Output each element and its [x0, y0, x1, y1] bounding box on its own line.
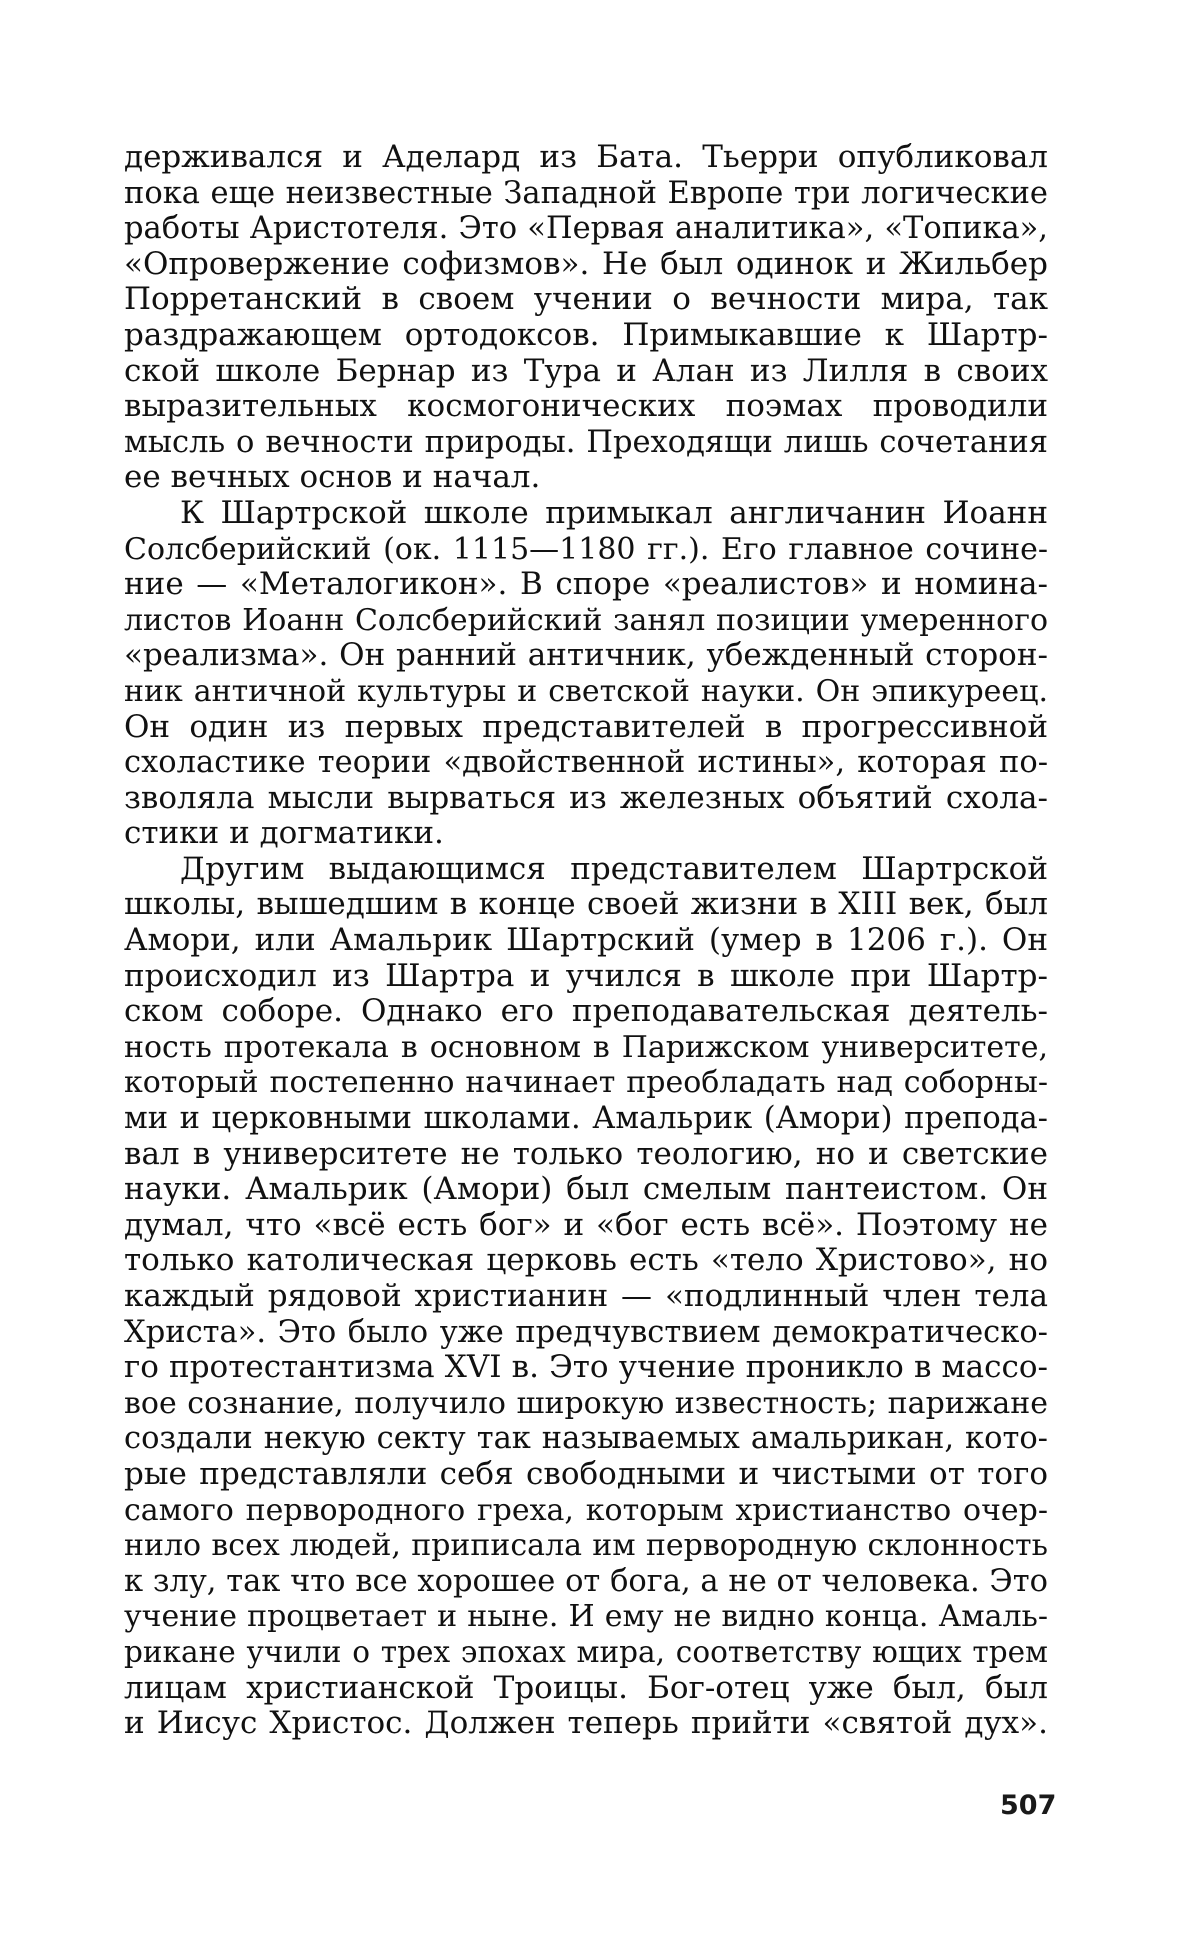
text-line: стики и догматики.: [124, 816, 444, 852]
page-number: 507: [1000, 1790, 1057, 1821]
text-line: Амори, или Амальрик Шартрский (умер в 1206 г.). Он: [124, 923, 1048, 959]
paragraph: [124, 852, 1048, 1742]
paragraph: [124, 140, 1048, 496]
text-line: ность протекала в основном в Парижском университете,: [124, 1029, 1048, 1065]
text-line: зволяла мысли вырваться из железных объятий схола-: [124, 780, 1048, 816]
text-line: мысль о вечности природы. Преходящи лишь сочетания: [124, 424, 1048, 460]
text-line: схоластике теории «двойственной истины», которая по-: [124, 745, 1048, 781]
text-line: каждый рядовой христианин — «подлинный член тела: [124, 1279, 1048, 1314]
text-line: ние — «Металогикон». В споре «реалистов» и номина-: [124, 567, 1048, 603]
text-line: только католическая церковь есть «тело Христово», но: [124, 1243, 1048, 1279]
body-text: [124, 140, 1048, 1742]
text-line: Солсберийский (ок. 1115—1180 гг.). Его главное сочине-: [124, 531, 1048, 567]
text-line: происходил из Шартра и учился в школе при Шартр-: [124, 958, 1048, 994]
text-line: школы, вышедшим в конце своей жизни в XIII век, был: [124, 887, 1048, 923]
text-line: который постепенно начинает преобладать над соборны-: [124, 1065, 1048, 1101]
text-line: рые представляли себя свободными и чистыми от того: [124, 1456, 1048, 1492]
text-line: Он один из первых представителей в прогрессивной: [124, 709, 1048, 745]
paragraph: [124, 496, 1048, 852]
text-line: Христа». Это было уже предчувствием демократическо-: [124, 1314, 1048, 1350]
text-line: учение процветает и ныне. И ему не видно конца. Амаль-: [124, 1599, 1048, 1635]
text-line: держивался и Аделард из Бата. Тьерри опубликовал: [124, 140, 1048, 175]
text-line: к злу, так что все хорошее от бога, а не от человека. Это: [124, 1563, 1048, 1599]
text-line: и Иисус Христос. Должен теперь прийти «святой дух».: [124, 1706, 1048, 1742]
text-line: науки. Амальрик (Амори) был смелым пантеистом. Он: [124, 1172, 1048, 1208]
text-line: «реализма». Он ранний античник, убежденный сторон-: [124, 638, 1048, 674]
text-line: «Опровержение софизмов». Не был одинок и Жильбер: [124, 246, 1048, 282]
text-line: ник античной культуры и светской науки. Он эпикуреец.: [124, 673, 1048, 709]
text-line: Порретанский в своем учении о вечности мира, так: [124, 282, 1048, 318]
text-line: работы Аристотеля. Это «Первая аналитика», «Топика»,: [124, 211, 1048, 247]
text-line: ском соборе. Однако его преподавательская деятель-: [124, 994, 1048, 1030]
text-line: ской школе Бернар из Тура и Алан из Лилля в своих: [124, 353, 1048, 389]
text-line: рикане учили о трех эпохах мира, соответству ющих трем: [124, 1634, 1048, 1669]
text-line: создали некую секту так называемых амальрикан, кото-: [124, 1421, 1048, 1457]
text-line: К Шартрской школе примыкал англичанин Иоанн: [180, 495, 1048, 531]
text-line: ми и церковными школами. Амальрик (Амори) препода-: [124, 1101, 1048, 1137]
text-line: листов Иоанн Солсберийский занял позиции умеренного: [124, 602, 1048, 638]
text-line: Другим выдающимся представителем Шартрской: [180, 851, 1048, 887]
text-line: ее вечных основ и начал.: [124, 460, 541, 496]
text-line: нило всех людей, приписала им первородную склонность: [124, 1528, 1048, 1564]
text-line: вал в университете не только теологию, но и светские: [124, 1136, 1048, 1172]
text-line: пока еще неизвестные Западной Европе три логические: [124, 175, 1048, 211]
text-line: лицам христианской Троицы. Бог-отец уже был, был: [124, 1670, 1048, 1706]
text-line: вое сознание, получило широкую известность; парижане: [124, 1385, 1048, 1421]
text-line: самого первородного греха, которым христианство очер-: [124, 1492, 1048, 1528]
text-line: выразительных космогонических поэмах проводили: [124, 389, 1048, 425]
text-line: го протестантизма XVI в. Это учение проникло в массо-: [124, 1350, 1048, 1386]
text-line: думал, что «всё есть бог» и «бог есть всё». Поэтому не: [124, 1207, 1048, 1243]
text-line: раздражающем ортодоксов. Примыкавшие к Шартр-: [124, 317, 1048, 353]
